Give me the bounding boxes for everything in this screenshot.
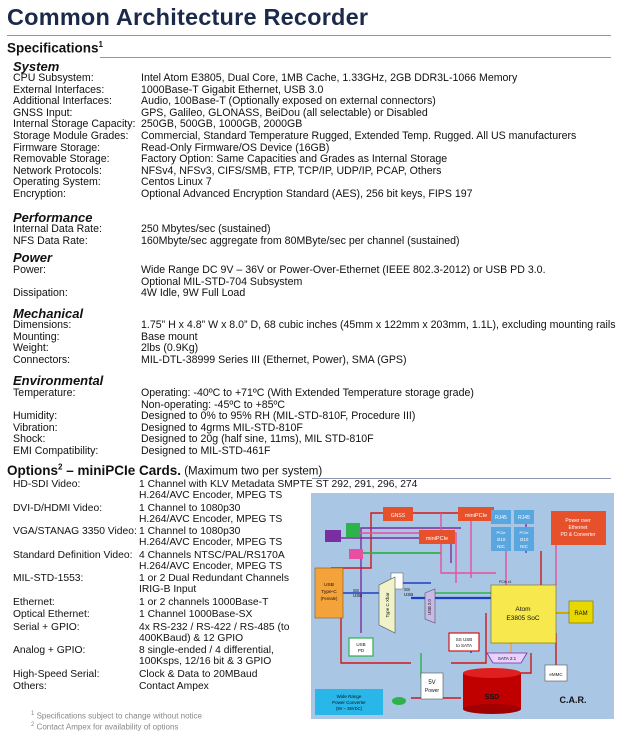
page-title: Common Architecture Recorder xyxy=(7,4,369,30)
spec-key: EMI Compatibility: xyxy=(13,445,99,457)
spec-value: Optional MIL-STD-704 Subsystem xyxy=(141,275,303,288)
minipcie-label-1: miniPCIe xyxy=(464,513,488,519)
ssd-label: SSD xyxy=(484,694,500,701)
spec-key: Encryption: xyxy=(13,188,66,200)
footnote-2: $^2$ Contact Ampex for availability of options xyxy=(31,722,179,732)
option-value xyxy=(139,550,285,572)
five-volt-power-box xyxy=(421,673,443,699)
type-c-xbar-label: Type C Xbar xyxy=(385,592,390,618)
usb-pd-line-1: USB xyxy=(356,642,366,647)
ssd-top xyxy=(463,668,521,678)
title-rule xyxy=(7,35,611,36)
ss-usb-to-sata-line-2: to SATA xyxy=(455,643,473,648)
nic-2-line-3: NIC xyxy=(520,544,528,549)
option-value xyxy=(139,681,209,692)
option-value xyxy=(139,573,289,595)
option-value-line: 1 or 2 channels 1000Base-T xyxy=(139,596,269,608)
ss-usb-to-sata-line-1: SS USB xyxy=(455,637,473,642)
spec-key: Firmware Storage: xyxy=(13,141,101,154)
option-value-line: 1 Channel to 1080p30 xyxy=(139,526,241,537)
spec-key: CPU Subsystem: xyxy=(13,72,94,84)
option-key: Others: xyxy=(13,681,47,692)
spec-key: Dissipation: xyxy=(13,287,68,300)
spec-key: GNSS Input: xyxy=(13,106,73,119)
cpu-line-2: E3805 SoC xyxy=(506,615,540,622)
emmc-label: eMMC xyxy=(549,672,563,677)
cpu-box xyxy=(491,585,556,643)
minipcie-label-2: miniPCIe xyxy=(425,536,449,542)
option-value-line: H.264/AVC Encoder, MPEG TS xyxy=(139,537,283,548)
spec-key: Vibration: xyxy=(13,421,58,434)
specs-rule xyxy=(100,57,611,58)
spec-value: Designed to 0% to 95% RH (MIL-STD-810F, Procedure III) xyxy=(141,410,416,423)
usb-2-label: USB 2.0 xyxy=(427,599,432,615)
small-box-purple xyxy=(325,530,341,542)
option-value xyxy=(139,609,252,620)
spec-value: 160Mbyte/sec aggregate from 80MByte/sec per channel (sustained) xyxy=(141,234,460,247)
spec-key: Weight: xyxy=(13,342,49,355)
option-value-line: H.264/AVC Encoder, MPEG TS xyxy=(139,560,283,572)
block-diagram xyxy=(311,493,614,719)
option-value-line: 1 Channel to 1080p30 xyxy=(139,502,241,514)
spec-value: Wide Range DC 9V – 36V or Power-Over-Ethernet (IEEE 802.3-2012) or USB PD 3.0. xyxy=(141,264,546,276)
pcie-x1-label: PCIe x1 xyxy=(499,580,512,584)
spec-key: Connectors: xyxy=(13,353,71,366)
option-value-line: 4 Channels NTSC/PAL/RS170A xyxy=(139,549,285,561)
option-value xyxy=(139,597,268,608)
option-value-line: 400KBaud) & 12 GPIO xyxy=(139,632,244,644)
nic-2-line-1: PCIe xyxy=(519,530,529,535)
wide-range-line-1: Wide Range xyxy=(336,694,362,699)
group-heading-system: System xyxy=(13,59,60,74)
option-key: DVI-D/HDMI Video: xyxy=(13,502,103,514)
spec-value: Designed to MIL-STD-461F xyxy=(141,445,271,457)
spec-value: Read-Only Firmware/OS Device (16GB) xyxy=(141,141,330,154)
nic-1-line-2: I210 xyxy=(496,537,506,542)
options-heading: Options$^2$ – miniPCIe Cards. (Maximum two per system) xyxy=(7,462,323,478)
spec-value: Base mount xyxy=(141,330,198,343)
option-value xyxy=(139,645,274,667)
option-key: Analog + GPIO: xyxy=(13,645,86,656)
option-key: High-Speed Serial: xyxy=(13,668,100,680)
option-value-line: Contact Ampex xyxy=(139,681,209,692)
spec-key: Humidity: xyxy=(13,410,58,423)
spec-value: Designed to 4grms MIL-STD-810F xyxy=(141,421,303,434)
option-value-line: Clock & Data to 20MBaud xyxy=(139,668,258,680)
small-box-pink xyxy=(349,549,363,559)
spec-value: Non-operating: -45ºC to +85ºC xyxy=(141,398,286,411)
cpu-line-1: Atom xyxy=(515,606,531,613)
ssd-bottom xyxy=(463,704,521,714)
spec-value: Centos Linux 7 xyxy=(141,176,212,189)
spec-key: Operating System: xyxy=(13,176,101,189)
spec-value: NFSv4, NFSv3, CIFS/SMB, FTP, TCP/IP, UDP/IP, PCAP, Others xyxy=(141,164,442,177)
option-value-line: 8 single-ended / 4 differential, xyxy=(139,645,274,656)
ss-usb-label-2b: USB xyxy=(404,592,414,597)
spec-key: Power: xyxy=(13,264,46,276)
usb-type-c-line-1: USB xyxy=(324,583,334,588)
spec-value: 1000Base-T Gigabit Ethernet, USB 3.0 xyxy=(141,83,324,96)
spec-key: Shock: xyxy=(13,433,46,446)
spec-value: 1.75” H x 4.8” W x 8.0” D, 68 cubic inches (45mm x 122mm x 203mm, 1.1L), excluding mounting rails xyxy=(141,319,616,331)
ram-label: RAM xyxy=(574,611,588,617)
sata-mux-label: SATA 2:1 xyxy=(497,656,517,661)
rj45-label-2: RJ45 xyxy=(518,515,530,521)
group-heading-power: Power xyxy=(13,250,53,265)
option-key: Ethernet: xyxy=(13,596,55,608)
option-value xyxy=(139,526,282,548)
spec-value: MIL-DTL-38999 Series III (Ethernet, Power), SMA (GPS) xyxy=(141,353,407,366)
spec-value: Designed to 20g (half sine, 11ms), MIL STD-810F xyxy=(141,433,374,446)
spec-value: 250GB, 500GB, 1000GB, 2000GB xyxy=(141,118,303,131)
group-heading-performance: Performance xyxy=(13,210,93,225)
spec-key: Storage Module Grades: xyxy=(13,130,129,142)
option-key: MIL-STD-1553: xyxy=(13,573,84,584)
option-key: HD-SDI Video: xyxy=(13,479,81,490)
spec-value: Intel Atom E3805, Dual Core, 1MB Cache, 1.33GHz, 2GB DDR3L-1066 Memory xyxy=(141,72,518,84)
spec-key: Internal Data Rate: xyxy=(13,223,102,235)
five-volt-line-2: Power xyxy=(424,688,440,694)
spec-value: 2lbs (0.9Kg) xyxy=(141,342,199,355)
spec-key: Temperature: xyxy=(13,387,76,399)
ss-usb-to-sata-box xyxy=(449,633,479,651)
option-key: Optical Ethernet: xyxy=(13,609,90,620)
group-heading-mechanical: Mechanical xyxy=(13,306,84,321)
option-value-line: H.264/AVC Encoder, MPEG TS xyxy=(139,490,283,501)
ss-usb-label-2a: SS xyxy=(404,587,411,592)
small-green-oval xyxy=(392,697,406,705)
poe-line-1: Power over xyxy=(565,518,591,524)
spec-key: External Interfaces: xyxy=(13,83,105,96)
spec-key: Additional Interfaces: xyxy=(13,95,112,108)
option-value xyxy=(139,503,282,525)
small-box-green xyxy=(346,523,360,537)
ss-usb-label-1a: SS xyxy=(353,588,360,593)
spec-key: NFS Data Rate: xyxy=(13,234,88,247)
spec-value: Optional Advanced Encryption Standard (AES), 256 bit keys, FIPS 197 xyxy=(141,188,473,200)
usb-type-c-line-2: Type-C xyxy=(321,590,337,595)
option-value-line: 1 Channel 1000Base-SX xyxy=(139,609,253,620)
nic-2-line-2: I210 xyxy=(519,537,529,542)
poe-line-2: Ethernet xyxy=(568,525,588,531)
footnote-1: $^1$ Specifications subject to change without notice xyxy=(31,711,202,721)
five-volt-line-1: 5V xyxy=(428,680,436,686)
usb-pd-line-2: PD xyxy=(357,648,365,653)
option-value xyxy=(139,622,290,644)
poe-line-3: PD & Converter xyxy=(560,532,596,538)
group-heading-environmental: Environmental xyxy=(13,373,104,388)
spec-key: Removable Storage: xyxy=(13,153,110,166)
spec-value: Commercial, Standard Temperature Rugged, Extended Temp. Rugged. All US manufacturers xyxy=(141,130,577,142)
option-key: VGA/STANAG 3350 Video: xyxy=(13,526,137,537)
option-value-line: 1 or 2 Dual Redundant Channels xyxy=(139,573,289,584)
car-label: C.A.R. xyxy=(559,695,587,705)
spec-key: Dimensions: xyxy=(13,319,72,331)
spec-key: Mounting: xyxy=(13,330,60,343)
ssd-body xyxy=(463,673,521,709)
option-key: Serial + GPIO: xyxy=(13,621,80,633)
spec-value: 250 Mbytes/sec (sustained) xyxy=(141,223,271,235)
wide-range-line-3: (9V – 36VDC) xyxy=(335,706,363,711)
usb-type-c-line-3: (Female) xyxy=(320,596,338,601)
spec-key: Internal Storage Capacity: xyxy=(13,118,136,131)
option-value-line: H.264/AVC Encoder, MPEG TS xyxy=(139,513,283,525)
option-value-line: 100Ksps, 12/16 bit & 3 GPIO xyxy=(139,656,272,667)
spec-value: Factory Option: Same Capacities and Grades as Internal Storage xyxy=(141,153,448,166)
spec-value: Operating: -40ºC to +71ºC (With Extended Temperature storage grade) xyxy=(141,387,474,399)
spec-value: GPS, Galileo, GLONASS, BeiDou (all selectable) or Disabled xyxy=(141,106,428,119)
option-value-line: IRIG-B Input xyxy=(139,584,197,595)
option-key: Standard Definition Video: xyxy=(13,549,133,561)
usb-pd-box xyxy=(349,638,373,656)
ss-usb-label-1b: USB xyxy=(353,593,363,598)
option-value-line: 1 Channel with KLV Metadata SMPTE ST 292, 291, 296, 274 xyxy=(139,479,418,490)
spec-value: Audio, 100Base-T (Optionally exposed on external connectors) xyxy=(141,95,436,108)
nic-1-line-1: PCIe xyxy=(496,530,506,535)
nic-1-line-3: NIC xyxy=(497,544,505,549)
spec-value: 4W Idle, 9W Full Load xyxy=(141,287,246,300)
option-value-line: 4x RS-232 / RS-422 / RS-485 (to xyxy=(139,621,290,633)
wide-range-line-2: Power Converter xyxy=(332,700,366,705)
rj45-label-1: RJ45 xyxy=(495,515,507,521)
option-value xyxy=(139,669,257,680)
gnss-label: GNSS xyxy=(390,513,406,519)
specifications-heading: Specifications$^1$ xyxy=(7,40,103,56)
spec-key: Network Protocols: xyxy=(13,164,102,177)
